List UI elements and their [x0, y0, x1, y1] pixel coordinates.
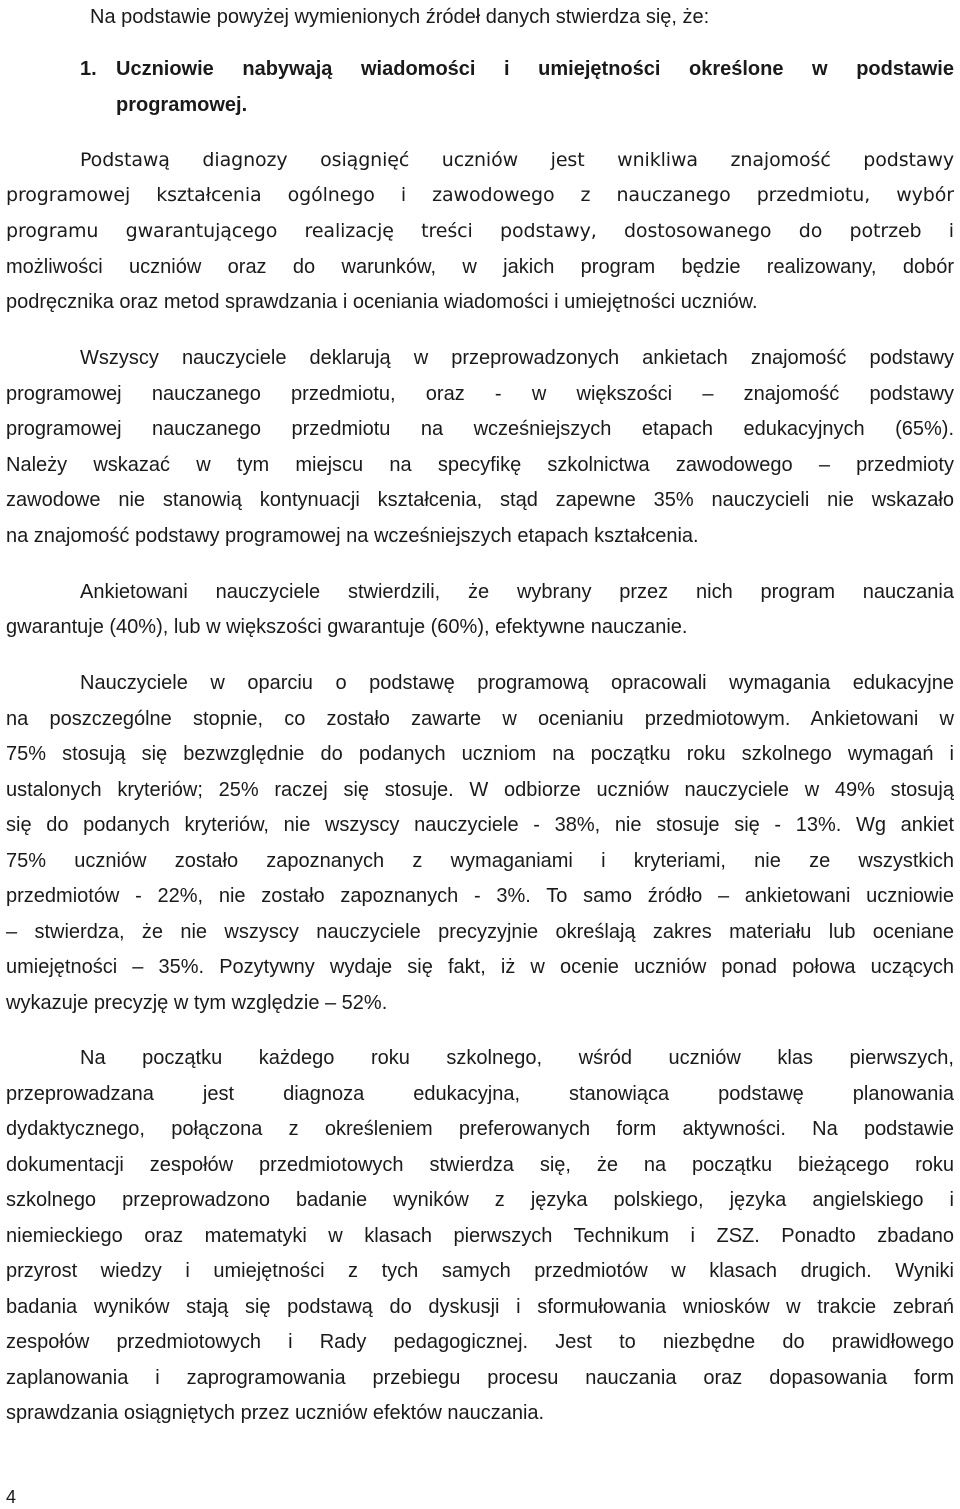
paragraph-1-line: programu gwarantującego realizację treści podstawy, dostosowanego do potrzeb i	[6, 220, 954, 242]
paragraph-4-line: wykazuje precyzję w tym względzie – 52%.	[6, 992, 388, 1014]
paragraph-2-line: programowej nauczanego przedmiotu, oraz - w większości – znajomość podstawy	[6, 383, 954, 405]
paragraph-1-line: programowej kształcenia ogólnego i zawodowego z nauczanego przedmiotu, wybór	[6, 184, 954, 206]
paragraph-4-line: Nauczyciele w oparciu o podstawę programową opracowali wymagania edukacyjne	[80, 672, 954, 694]
finding-number: 1.	[80, 58, 97, 80]
paragraph-4-line: ustalonych kryteriów; 25% raczej się stosuje. W odbiorze uczniów nauczyciele w 49% stosują	[6, 779, 954, 801]
paragraph-3-line: Ankietowani nauczyciele stwierdzili, że wybrany przez nich program nauczania	[80, 581, 954, 603]
paragraph-5-line: dokumentacji zespołów przedmiotowych stwierdza się, że na początku bieżącego roku	[6, 1154, 954, 1176]
paragraph-4-line: 75% uczniów zostało zapoznanych z wymaganiami i kryteriami, nie ze wszystkich	[6, 850, 954, 872]
paragraph-5-line: dydaktycznego, połączona z określeniem preferowanych form aktywności. Na podstawie	[6, 1118, 954, 1140]
paragraph-1-line: Podstawą diagnozy osiągnięć uczniów jest wnikliwa znajomość podstawy	[80, 149, 954, 171]
paragraph-2-line: programowej nauczanego przedmiotu na wcześniejszych etapach edukacyjnych (65%).	[6, 418, 954, 440]
finding-heading-line: programowej.	[116, 94, 248, 116]
paragraph-4-line: umiejętności – 35%. Pozytywny wydaje się fakt, iż w ocenie uczniów ponad połowa uczących	[6, 956, 954, 978]
paragraph-3-line: gwarantuje (40%), lub w większości gwarantuje (60%), efektywne nauczanie.	[6, 616, 688, 638]
paragraph-2-line: Wszyscy nauczyciele deklarują w przeprowadzonych ankietach znajomość podstawy	[80, 347, 954, 369]
paragraph-5-line: Na początku każdego roku szkolnego, wśród uczniów klas pierwszych,	[80, 1047, 954, 1069]
intro-sentence: Na podstawie powyżej wymienionych źródeł danych stwierdza się, że:	[90, 6, 710, 28]
paragraph-5-line: zaplanowania i zaprogramowania przebiegu procesu nauczania oraz dopasowania form	[6, 1367, 954, 1389]
paragraph-2-line: Należy wskazać w tym miejscu na specyfikę szkolnictwa zawodowego – przedmioty	[6, 454, 954, 476]
paragraph-4-line: przedmiotów - 22%, nie zostało zapoznanych - 3%. To samo źródło – ankietowani uczniowie	[6, 885, 954, 907]
paragraph-2-line: na znajomość podstawy programowej na wcześniejszych etapach kształcenia.	[6, 525, 699, 547]
paragraph-1-line: możliwości uczniów oraz do warunków, w jakich program będzie realizowany, dobór	[6, 256, 954, 278]
paragraph-5-line: przeprowadzana jest diagnoza edukacyjna, stanowiąca podstawę planowania	[6, 1083, 954, 1105]
paragraph-4-line: – stwierdza, że nie wszyscy nauczyciele precyzyjnie określają zakres materiału lub oceniane	[6, 921, 954, 943]
paragraph-1-line: podręcznika oraz metod sprawdzania i oceniania wiadomości i umiejętności uczniów.	[6, 291, 758, 313]
paragraph-5-line: szkolnego przeprowadzono badanie wyników z języka polskiego, języka angielskiego i	[6, 1189, 954, 1211]
paragraph-4-line: 75% stosują się bezwzględnie do podanych uczniom na początku roku szkolnego wymagań i	[6, 743, 954, 765]
page-number: 4	[6, 1487, 17, 1507]
paragraph-4-line: się do podanych kryteriów, nie wszyscy nauczyciele - 38%, nie stosuje się - 13%. Wg ankiet	[6, 814, 954, 836]
finding-heading-line: Uczniowie nabywają wiadomości i umiejętności określone w podstawie	[116, 58, 954, 80]
paragraph-5-line: zespołów przedmiotowych i Rady pedagogicznej. Jest to niezbędne do prawidłowego	[6, 1331, 954, 1353]
paragraph-5-line: niemieckiego oraz matematyki w klasach pierwszych Technikum i ZSZ. Ponadto zbadano	[6, 1225, 954, 1247]
paragraph-5-line: badania wyników stają się podstawą do dyskusji i sformułowania wniosków w trakcie zebrań	[6, 1296, 954, 1318]
paragraph-5-line: sprawdzania osiągniętych przez uczniów efektów nauczania.	[6, 1402, 545, 1424]
paragraph-2-line: zawodowe nie stanowią kontynuacji kształcenia, stąd zapewne 35% nauczycieli nie wskazało	[6, 489, 954, 511]
paragraph-4-line: na poszczególne stopnie, co zostało zawarte w ocenianiu przedmiotowym. Ankietowani w	[6, 708, 954, 730]
paragraph-5-line: przyrost wiedzy i umiejętności z tych samych przedmiotów w klasach drugich. Wyniki	[6, 1260, 954, 1282]
